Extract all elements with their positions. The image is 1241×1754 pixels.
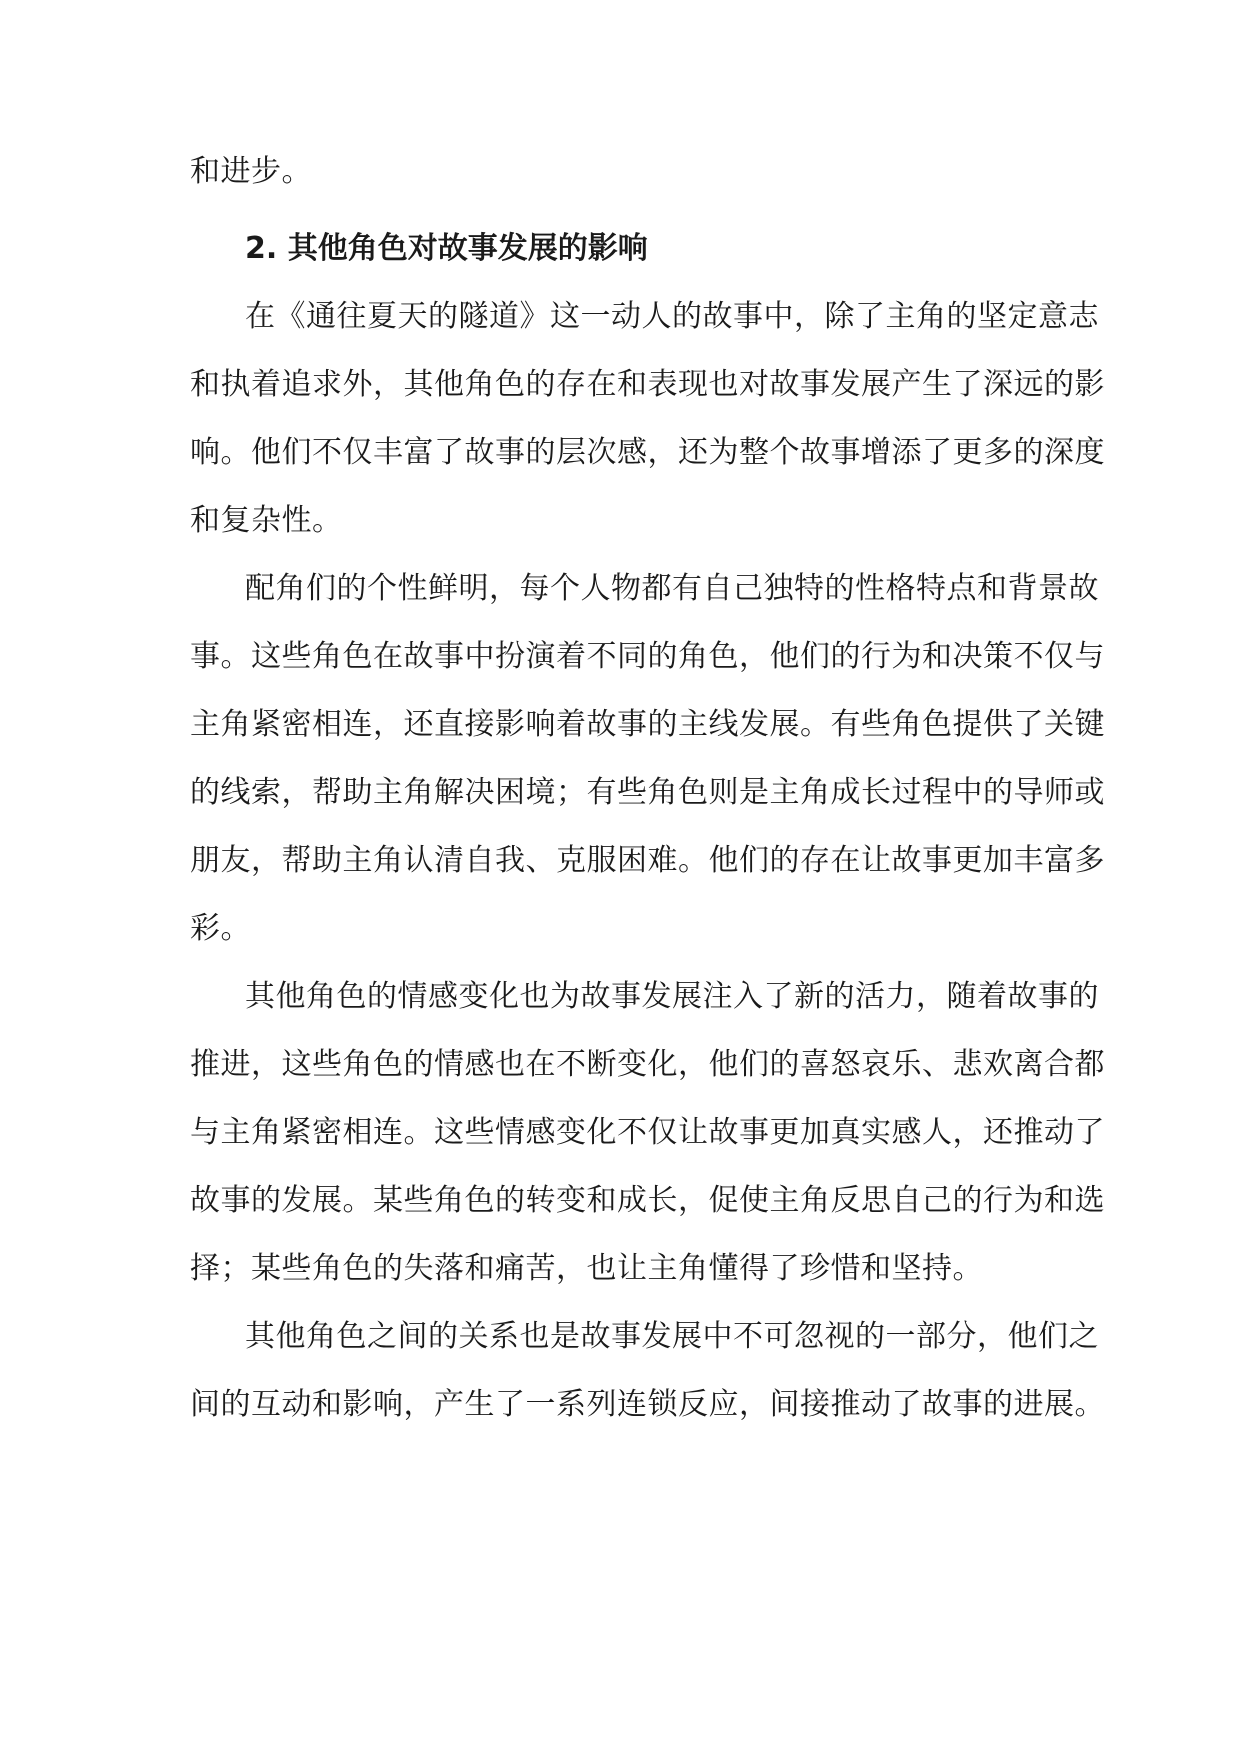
- text-line-1: 和进步。: [190, 154, 312, 189]
- text-line-6: 配角们的个性鲜明，每个人物都有自己独特的性格特点和背景故: [245, 571, 1099, 606]
- text-line-17: 其他角色之间的关系也是故事发展中不可忽视的一部分，他们之: [245, 1319, 1099, 1354]
- text-line-5: 和复杂性。: [190, 503, 343, 538]
- section-heading: 2. 其他角色对故事发展的影响: [245, 231, 648, 266]
- text-line-3: 和执着追求外，其他角色的存在和表现也对故事发展产生了深远的影: [190, 367, 1105, 402]
- text-line-14: 与主角紧密相连。这些情感变化不仅让故事更加真实感人，还推动了: [190, 1115, 1105, 1150]
- text-line-8: 主角紧密相连，还直接影响着故事的主线发展。有些角色提供了关键: [190, 707, 1105, 742]
- text-line-7: 事。这些角色在故事中扮演着不同的角色，他们的行为和决策不仅与: [190, 639, 1105, 674]
- text-line-15: 故事的发展。某些角色的转变和成长，促使主角反思自己的行为和选: [190, 1183, 1105, 1218]
- text-line-12: 其他角色的情感变化也为故事发展注入了新的活力，随着故事的: [245, 979, 1099, 1014]
- text-line-18: 间的互动和影响，产生了一系列连锁反应，间接推动了故事的进展。: [190, 1387, 1105, 1422]
- text-line-4: 响。他们不仅丰富了故事的层次感，还为整个故事增添了更多的深度: [190, 435, 1105, 470]
- text-line-11: 彩。: [190, 911, 251, 946]
- text-line-13: 推进，这些角色的情感也在不断变化，他们的喜怒哀乐、悲欢离合都: [190, 1047, 1105, 1082]
- text-line-2: 在《通往夏天的隧道》这一动人的故事中，除了主角的坚定意志: [245, 299, 1099, 334]
- text-line-10: 朋友，帮助主角认清自我、克服困难。他们的存在让故事更加丰富多: [190, 843, 1105, 878]
- text-line-16: 择；某些角色的失落和痛苦，也让主角懂得了珍惜和坚持。: [190, 1251, 983, 1286]
- text-line-9: 的线索，帮助主角解决困境；有些角色则是主角成长过程中的导师或: [190, 775, 1105, 810]
